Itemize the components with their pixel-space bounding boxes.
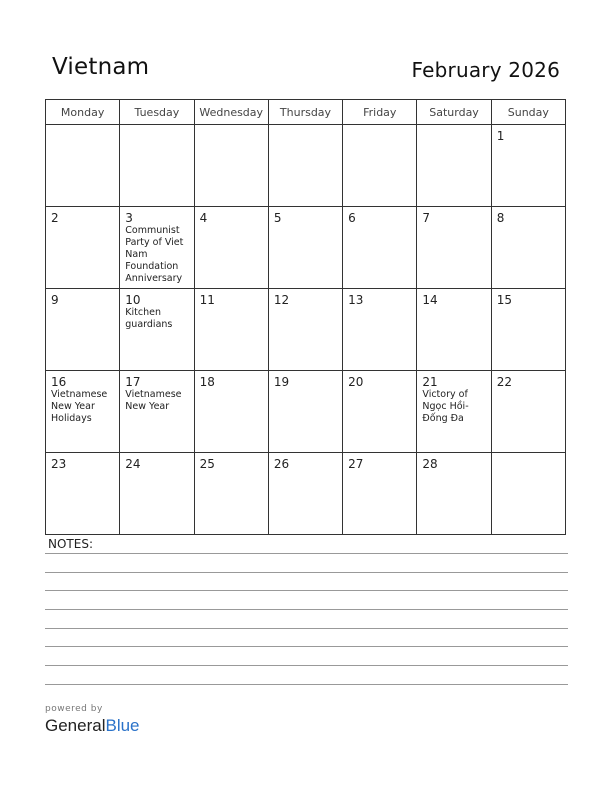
calendar-week-row (46, 125, 566, 207)
calendar-week-row (46, 453, 566, 535)
calendar-week-row (46, 207, 566, 289)
day-cell-1 (491, 125, 565, 207)
day-cell-9 (46, 289, 120, 371)
empty-day-cell (194, 125, 268, 207)
day-number: 20 (348, 375, 364, 389)
empty-day-cell (343, 125, 417, 207)
day-cell-3 (120, 207, 194, 289)
day-number: 4 (199, 211, 208, 225)
day-cell-10 (120, 289, 194, 371)
weekday-header-monday: Monday (46, 100, 120, 125)
weekday-header-wednesday: Wednesday (194, 100, 268, 125)
holiday-event-text: Anniversary (125, 273, 183, 284)
note-line (45, 665, 568, 666)
holiday-event-text: New Year (51, 401, 95, 412)
day-cell-12 (268, 289, 342, 371)
day-number: 6 (348, 211, 356, 225)
day-number: 19 (273, 375, 290, 389)
day-cell-26 (268, 453, 342, 535)
day-cell-13 (343, 289, 417, 371)
day-cell-2 (46, 207, 120, 289)
weekday-header-sunday: Sunday (491, 100, 565, 125)
day-number: 11 (199, 293, 215, 307)
day-cell-5 (268, 207, 342, 289)
empty-day-cell (268, 125, 342, 207)
calendar-body (46, 125, 566, 535)
brand-general: General (45, 716, 106, 735)
day-number: 2 (51, 211, 59, 225)
day-number: 27 (348, 457, 364, 471)
empty-day-cell (120, 125, 194, 207)
day-number: 18 (199, 375, 215, 389)
weekday-header-thursday: Thursday (268, 100, 342, 125)
day-number: 28 (422, 457, 438, 471)
powered-by-text: powered by (45, 704, 103, 714)
day-cell-18 (194, 371, 268, 453)
day-cell-7 (417, 207, 491, 289)
brand-blue: Blue (105, 716, 140, 735)
weekday-header-friday: Friday (343, 100, 417, 125)
day-cell-21 (417, 371, 491, 453)
day-cell-19 (268, 371, 342, 453)
weekday-header-tuesday: Tuesday (120, 100, 194, 125)
day-number: 23 (51, 457, 67, 471)
empty-day-cell (46, 125, 120, 207)
note-line (45, 684, 568, 685)
holiday-event-text: Vietnamese (125, 389, 182, 400)
notes-label: NOTES: (48, 537, 93, 551)
day-cell-28 (417, 453, 491, 535)
day-number: 7 (422, 211, 431, 225)
day-number: 12 (273, 293, 290, 307)
holiday-event-text: Victory of (422, 389, 468, 400)
calendar-week-row (46, 371, 566, 453)
holiday-event-text: Holidays (51, 413, 92, 424)
day-number: 21 (422, 375, 438, 389)
note-line (45, 609, 568, 610)
weekday-header-row (46, 100, 566, 125)
day-number: 14 (422, 293, 438, 307)
day-number: 15 (496, 293, 512, 307)
day-number: 9 (51, 293, 59, 307)
day-cell-20 (343, 371, 417, 453)
day-cell-23 (46, 453, 120, 535)
holiday-event-text: Ngọc Hồi- (422, 401, 469, 412)
holiday-event-text: Party of Viet (125, 237, 184, 248)
weekday-header-saturday: Saturday (417, 100, 491, 125)
holiday-event-text: guardians (125, 319, 173, 330)
day-cell-27 (343, 453, 417, 535)
note-line (45, 646, 568, 647)
holiday-event-text: Vietnamese (51, 389, 108, 400)
day-number: 13 (348, 293, 364, 307)
holiday-event-text: Kitchen (125, 307, 161, 318)
day-cell-14 (417, 289, 491, 371)
day-number: 22 (496, 375, 512, 389)
day-cell-24 (120, 453, 194, 535)
calendar-week-row (46, 289, 566, 371)
day-number: 8 (496, 211, 505, 225)
day-number: 24 (125, 457, 141, 471)
footer-branding (45, 704, 140, 736)
day-cell-8 (491, 207, 565, 289)
holiday-event-text: Communist (125, 225, 180, 236)
holiday-event-text: Đống Đa (422, 413, 464, 424)
note-line (45, 553, 568, 554)
day-number: 16 (51, 375, 67, 389)
day-number: 25 (199, 457, 215, 471)
day-number: 5 (273, 211, 282, 225)
day-number: 26 (273, 457, 290, 471)
day-cell-15 (491, 289, 565, 371)
month-year-title: February 2026 (411, 58, 560, 82)
note-line (45, 590, 568, 591)
day-number: 10 (125, 293, 141, 307)
day-cell-6 (343, 207, 417, 289)
calendar-grid (45, 99, 566, 535)
day-cell-4 (194, 207, 268, 289)
day-cell-17 (120, 371, 194, 453)
note-line (45, 572, 568, 573)
holiday-event-text: Foundation (125, 261, 179, 272)
day-number: 1 (496, 129, 505, 143)
empty-day-cell (417, 125, 491, 207)
note-line (45, 628, 568, 629)
day-number: 17 (125, 375, 141, 389)
empty-day-cell (491, 453, 565, 535)
day-cell-16 (46, 371, 120, 453)
day-cell-11 (194, 289, 268, 371)
day-cell-22 (491, 371, 565, 453)
brand-logo[interactable] (45, 716, 140, 736)
holiday-event-text: New Year (125, 401, 170, 412)
day-number: 3 (125, 211, 133, 225)
holiday-event-text: Nam (125, 249, 148, 260)
day-cell-25 (194, 453, 268, 535)
country-title: Vietnam (52, 54, 150, 80)
